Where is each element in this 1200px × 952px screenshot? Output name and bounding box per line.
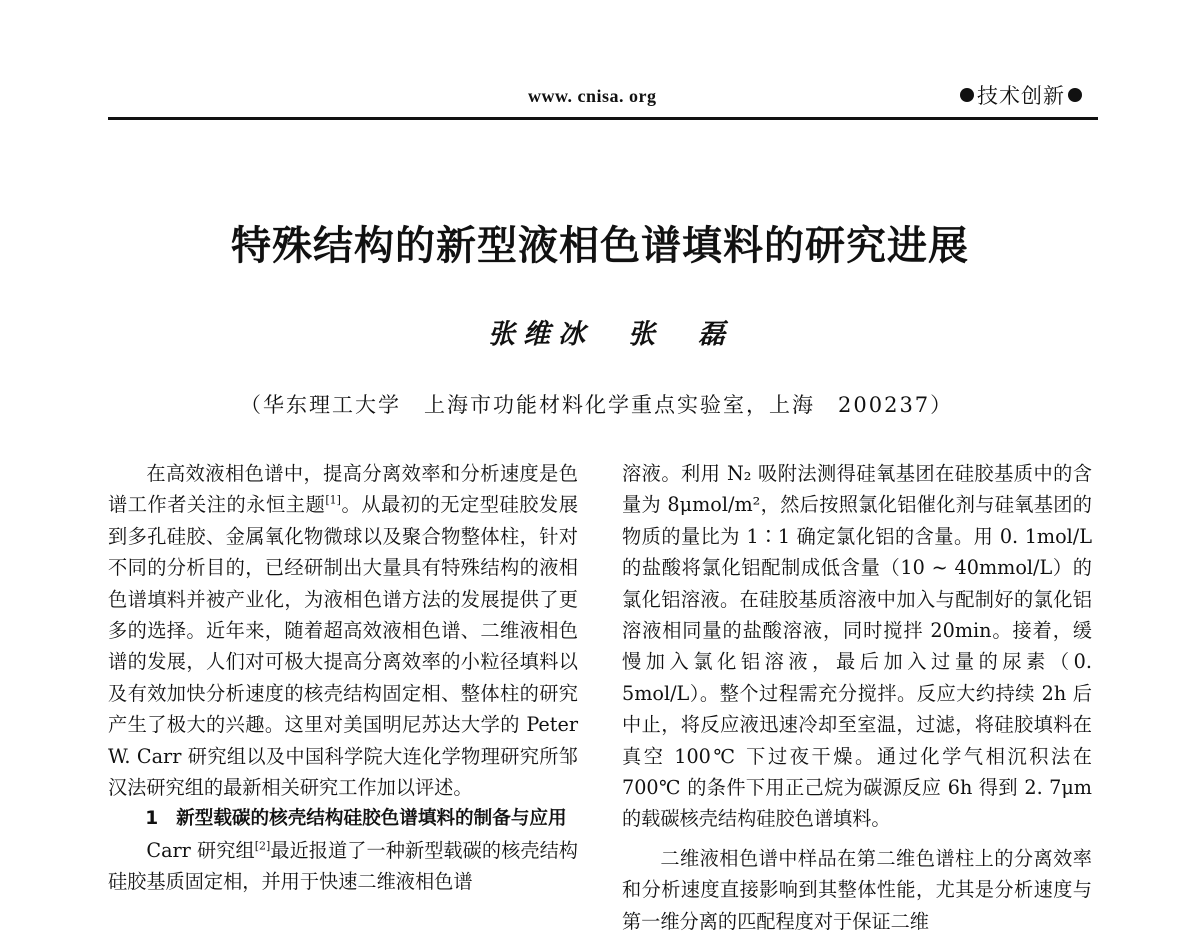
section-1-text-b: 最近报道了一种新型载碳的核壳结构硅胶基质固定相，并用于快速二维液相色谱 — [108, 838, 578, 894]
section-1-text-a: Carr 研究组 — [146, 838, 255, 862]
intro-text-b: 。从最初的无定型硅胶发展到多孔硅胶、金属氧化物微球以及聚合物整体柱，针对不同的分析目的，已经研制出大量具有特殊结构的液相色谱填料并被产业化，为液相色谱方法的发展提供了更多的选择。近年来，随着超高效液相色谱、二维液相色谱的发展，人们对可极大提高分离效率的小粒径填料以及有效加快分析速度的核壳结构固定相、整体柱的研究产生了极大的兴趣。这里对美国明尼苏达大学的 Peter W. Carr 研究组以及中国科学院大连化学物理研究所邹汉法研究组的最新相关研究工作加以评述。 — [108, 493, 579, 800]
right-paragraph-2: 二维液相色谱中样品在第二维色谱柱上的分离效率和分析速度直接影响到其整体性能，尤其是分析速度与第一维分离的匹配程度对于保证二维 — [622, 846, 1092, 933]
header-section-text: 技术创新 — [977, 84, 1065, 108]
citation-ref-1: [1] — [325, 494, 341, 508]
article-title: 特殊结构的新型液相色谱填料的研究进展 — [231, 222, 969, 269]
section-heading-text: 新型载碳的核壳结构硅胶色谱填料的制备与应用 — [176, 808, 567, 830]
intro-paragraph — [108, 458, 578, 803]
header-section-label — [960, 80, 1082, 110]
right-column — [622, 458, 1092, 937]
bullet-left-icon — [960, 88, 974, 102]
header-rule — [108, 117, 1098, 120]
section-number: 1 — [145, 808, 159, 830]
right-paragraph-1: 溶液。利用 N₂ 吸附法测得硅氧基团在硅胶基质中的含量为 8μmol/m²，然后按照氯化铝催化剂与硅氧基团的物质的量比为 1∶1 确定氯化铝的含量。用 0. 1mol/L 的盐酸将氯化铝配制成低含量（10 ~ 40mmol/L）的氯化铝溶液。在硅胶基质溶液中加入与配制好的氯化铝溶液相同量的盐酸溶液，同时搅拌 20min。接着，缓慢加入氯化铝溶液，最后加入过量的尿素（0. 5mol/L）。整个过程需充分搅拌。反应大约持续 2h 后中止，将反应液迅速冷却至室温，过滤，将硅胶填料在真空 100℃ 下过夜干燥。通过化学气相沉积法在 700℃ 的条件下用正己烷为碳源反应 6h 得到 2. 7μm 的载碳核壳结构硅胶色谱填料。 — [622, 462, 1092, 831]
bullet-right-icon — [1068, 88, 1082, 102]
section-1-paragraph — [108, 835, 578, 898]
article-authors: 张维冰 张 磊 — [488, 319, 733, 350]
intro-text-a: 在高效液相色谱中，提高分离效率和分析速度是色谱工作者关注的永恒主题 — [108, 462, 578, 517]
header-url: www. cnisa. org — [528, 86, 657, 106]
left-column — [108, 458, 578, 898]
citation-ref-2: [2] — [254, 839, 271, 853]
section-heading-1 — [108, 803, 578, 834]
article-affiliation: （华东理工大学 上海市功能材料化学重点实验室，上海 200237） — [240, 393, 954, 417]
